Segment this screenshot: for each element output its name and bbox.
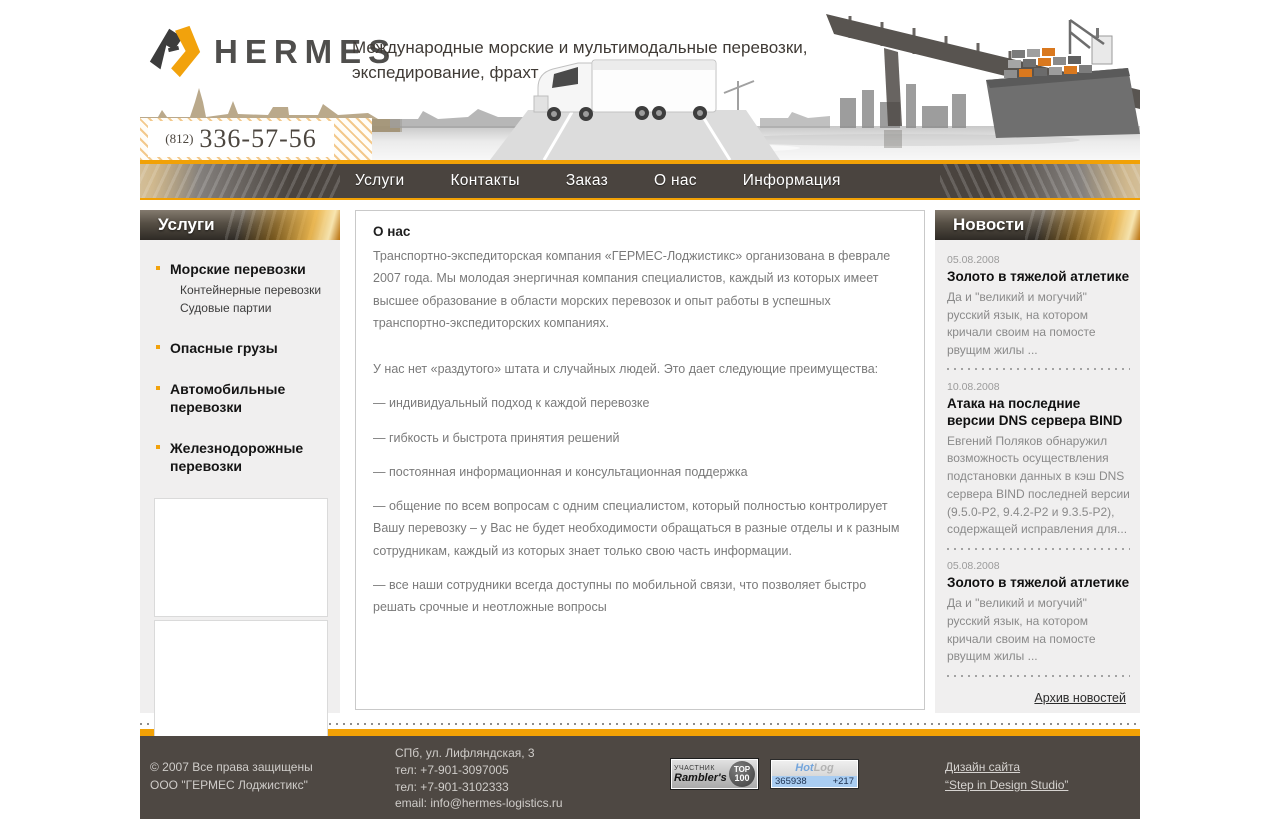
rambler-participant-label: УЧАСТНИК bbox=[674, 764, 715, 772]
nav-link-zakaz[interactable]: Заказ bbox=[565, 172, 608, 189]
news-text: Да и "великий и могучий" русский язык, на котором кричали своим на помосте рвущим жилы ... bbox=[947, 596, 1096, 664]
header bbox=[140, 14, 1140, 160]
news-list bbox=[935, 240, 1140, 713]
menu-link-dangerous[interactable]: Опасные грузы bbox=[170, 340, 278, 356]
hermes-logo-icon bbox=[146, 24, 204, 80]
news-item bbox=[947, 254, 1130, 371]
about-paragraph: — постоянная информационная и консультационная поддержка bbox=[373, 464, 748, 479]
phone-block bbox=[140, 118, 372, 160]
nav-item-uslugi[interactable] bbox=[355, 172, 404, 190]
hotlog-hot-label: Hot bbox=[795, 762, 814, 774]
menu-item-sea bbox=[152, 260, 330, 317]
about-paragraph: — индивидуальный подход к каждой перевозке bbox=[373, 396, 650, 411]
bullet-icon bbox=[156, 345, 160, 349]
hotlog-counter-banner[interactable] bbox=[770, 759, 859, 789]
news-item bbox=[947, 560, 1130, 677]
news-date: 05.08.2008 bbox=[947, 254, 1000, 266]
services-sidebar bbox=[140, 210, 340, 713]
about-paragraph: — все наши сотрудники всегда доступны по мобильной связи, что позволяет быстро решать срочные и неотложные вопросы bbox=[373, 577, 867, 614]
phone-box bbox=[148, 121, 334, 157]
rambler-badge-top: TOP bbox=[733, 764, 751, 774]
news-date: 05.08.2008 bbox=[947, 560, 1000, 573]
nav-link-informaciya[interactable]: Информация bbox=[742, 172, 841, 189]
nav-item-onas[interactable] bbox=[654, 172, 697, 190]
tagline bbox=[352, 36, 807, 85]
page-title: О нас bbox=[373, 224, 411, 239]
services-panel-title: Услуги bbox=[158, 215, 215, 234]
submenu-link-shiplots[interactable]: Судовые партии bbox=[180, 301, 272, 315]
services-menu bbox=[140, 240, 340, 713]
news-sidebar bbox=[935, 210, 1140, 713]
services-panel-header bbox=[140, 210, 340, 240]
footer-email: email: info@hermes-logistics.ru bbox=[395, 796, 563, 811]
submenu-link-container[interactable]: Контейнерные перевозки bbox=[180, 283, 322, 297]
menu-link-rail[interactable]: Железнодорожные перевозки bbox=[170, 440, 304, 475]
footer-contacts bbox=[395, 745, 563, 812]
nav-link-kontakty[interactable]: Контакты bbox=[450, 172, 520, 189]
rambler-top100-badge-icon bbox=[729, 761, 755, 787]
menu-link-auto[interactable]: Автомобильные перевозки bbox=[170, 381, 286, 416]
bullet-icon bbox=[156, 386, 160, 390]
ship-illustration bbox=[986, 20, 1140, 138]
copyright-line1: © 2007 Все права защищены bbox=[150, 760, 313, 774]
main-navigation bbox=[140, 160, 1140, 200]
hotlog-log-label: Log bbox=[813, 762, 834, 774]
news-title[interactable]: Золото в тяжелой атлетике bbox=[947, 269, 1130, 284]
footer-phone2: тел: +7-901-3102333 bbox=[395, 779, 509, 794]
main-content-column bbox=[355, 210, 925, 713]
nav-link-onas[interactable]: О нас bbox=[654, 172, 697, 189]
rambler-badge-100: 100 bbox=[734, 772, 750, 783]
menu-item-auto bbox=[152, 380, 330, 417]
footer bbox=[140, 736, 1140, 819]
hotlog-delta: +217 bbox=[832, 776, 854, 787]
rambler-name-label: Rambler's bbox=[674, 771, 727, 784]
menu-item-dangerous bbox=[152, 339, 330, 358]
hotlog-count: 365938 bbox=[775, 776, 807, 787]
news-panel-title: Новости bbox=[953, 215, 1025, 234]
design-credit bbox=[945, 758, 1068, 794]
logo-text: HERMES bbox=[214, 33, 398, 70]
footer-address: СПб, ул. Лифляндская, 3 bbox=[395, 746, 535, 760]
design-credit-link2[interactable]: “Step in Design Studio” bbox=[945, 778, 1069, 792]
news-title[interactable]: Золото в тяжелой атлетике bbox=[947, 575, 1130, 591]
nav-link-uslugi[interactable]: Услуги bbox=[355, 172, 405, 189]
menu-link-sea[interactable]: Морские перевозки bbox=[170, 261, 306, 277]
submenu-item-shiplots[interactable] bbox=[180, 299, 330, 317]
submenu-item-container[interactable] bbox=[180, 281, 330, 299]
news-date: 10.08.2008 bbox=[947, 380, 1000, 393]
news-item bbox=[947, 381, 1130, 550]
about-paragraph: У нас нет «раздутого» штата и случайных людей. Это дает следующие преимущества: bbox=[373, 362, 879, 376]
sidebar-empty-box-2 bbox=[154, 620, 328, 739]
phone-area-code: (812) bbox=[165, 131, 194, 146]
bullet-icon bbox=[156, 445, 160, 449]
phone-number: 336-57-56 bbox=[199, 124, 317, 153]
footer-phone1: тел: +7-901-3097005 bbox=[395, 762, 509, 777]
dotted-divider bbox=[947, 547, 1130, 550]
dotted-divider bbox=[947, 368, 1130, 371]
about-article bbox=[355, 210, 925, 710]
nav-item-kontakty[interactable] bbox=[450, 172, 519, 190]
rambler-top100-banner[interactable] bbox=[670, 758, 759, 790]
sidebar-empty-box-1 bbox=[154, 498, 328, 617]
about-paragraph: Транспортно-экспедиторская компания «ГЕРМЕС-Лоджистикс» организована в феврале 2007 года. Мы молодая энергичная компания специалистов, каждый из которых имеет высшее образование в области морских перевозок и опыт работы в успешных транспортно-экспедиторских компаниях. bbox=[373, 249, 891, 330]
news-archive-link[interactable]: Архив новостей bbox=[1034, 691, 1126, 705]
tagline-line2: экспедирование, фрахт bbox=[352, 62, 539, 82]
news-panel-header bbox=[935, 210, 1140, 240]
nav-item-informaciya[interactable] bbox=[743, 172, 841, 190]
copyright bbox=[150, 758, 313, 794]
tagline-line1: Международные морские и мультимодальные перевозки, bbox=[352, 38, 808, 57]
copyright-line2: ООО "ГЕРМЕС Лоджистикс" bbox=[150, 778, 308, 792]
menu-item-rail bbox=[152, 439, 330, 476]
hotlog-counter-bar bbox=[772, 776, 857, 787]
nav-item-zakaz[interactable] bbox=[566, 172, 608, 190]
news-text: Да и "великий и могучий" русский язык, на котором кричали своим на помосте рвущим жилы ... bbox=[947, 289, 1096, 358]
dotted-divider bbox=[947, 674, 1130, 677]
hotlog-logo bbox=[771, 760, 858, 776]
news-title[interactable]: Атака на последние версии DNS сервера BIND bbox=[947, 395, 1123, 428]
design-credit-link1[interactable]: Дизайн сайта bbox=[945, 760, 1021, 774]
about-paragraph: — гибкость и быстрота принятия решений bbox=[373, 430, 620, 445]
news-text: Евгений Поляков обнаружил возможность осуществления подстановки данных в кэш DNS сервера BIND последней версии (9.5.0-P2, 9.4.2-P2 и 9.3.5-P2), содержащей исправления для... bbox=[947, 433, 1130, 537]
bullet-icon bbox=[156, 266, 160, 270]
about-paragraph: — общение по всем вопросам с одним специалистом, который полностью контролирует Вашу перевозку – у Вас не будет необходимости обращаться в разные отделы и к разным сотрудникам, каждый из которых знает только свою часть информации. bbox=[373, 499, 900, 558]
